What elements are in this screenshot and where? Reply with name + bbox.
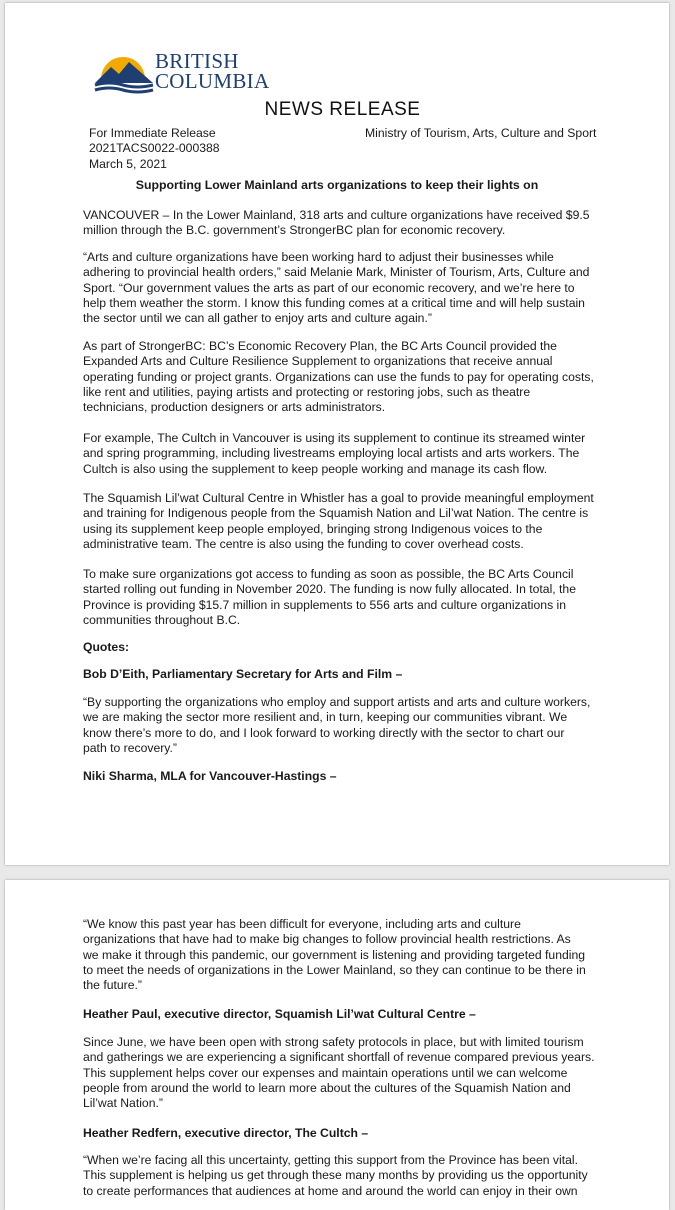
quotes-heading — [83, 640, 603, 655]
speaker-name: Bob D’Eith, Parliamentary Secretary for Arts and Film – — [83, 667, 403, 681]
text-line: operating funding or project grants. Organizations can use the funds to pay for operating costs, — [83, 369, 594, 384]
speaker-sharma — [83, 769, 603, 784]
text-line: and spring programming, including livestreams employing local artists and arts workers. The — [83, 446, 580, 461]
text-line: Expanded Arts and Culture Resilience Supplement to organizations that receive annual — [83, 354, 553, 369]
text-line: As part of StrongerBC: BC’s Economic Recovery Plan, the BC Arts Council provided the — [83, 339, 557, 353]
text-line: This supplement helps cover our expenses and maintain operations until we can welcome — [83, 1065, 568, 1080]
speaker-name: Heather Paul, executive director, Squamish Lil’wat Cultural Centre – — [83, 1007, 476, 1021]
text-line: “When we’re facing all this uncertainty, getting this support from the Province has been vital. — [83, 1153, 578, 1167]
text-line: “Arts and culture organizations have been working hard to adjust their businesses while — [83, 250, 554, 264]
text-line: This supplement is helping us get through these many months by providing us the opportunity — [83, 1168, 588, 1183]
text-line: to meet the needs of organizations in the Lower Mainland, so they can continue to be there in — [83, 962, 586, 977]
paragraph-minister-quote — [83, 250, 603, 326]
text-line: we are making the sector more resilient and, in turn, keeping our communities vibrant. We — [83, 710, 568, 725]
speaker-name: Heather Redfern, executive director, The Cultch – — [83, 1126, 369, 1140]
text-line: the future.” — [83, 978, 142, 993]
quote-sharma — [83, 917, 603, 993]
text-line: and gatherings we are experiencing a significant shortfall of revenue compared previous years. — [83, 1050, 595, 1065]
release-status: For Immediate Release — [89, 126, 216, 140]
speaker-paul — [83, 1007, 603, 1022]
text-line: using its supplement keep people employed, bringing strong Indigenous voices to the — [83, 521, 543, 536]
bc-logo-wordmark — [155, 51, 269, 91]
text-line: “We know this past year has been difficult for everyone, including arts and culture — [83, 917, 521, 931]
text-line: and training for Indigenous people from the Squamish Nation and Lil’wat Nation. The centre is — [83, 506, 589, 521]
text-line: Province is providing $15.7 million in supplements to 556 arts and culture organizations in — [83, 597, 567, 612]
release-date: March 5, 2021 — [89, 156, 167, 171]
quote-deith — [83, 695, 603, 756]
bc-sun-mountains-icon — [93, 43, 155, 95]
text-line: know there’s more to do, and I look forward to working directly with the sector to chart our — [83, 725, 565, 740]
quotes-heading-text: Quotes: — [83, 640, 130, 654]
text-line: like rent and utilities, paying artists and protecting or restoring jobs, such as theatre — [83, 384, 531, 399]
release-number: 2021TACS0022-000388 — [89, 141, 220, 156]
text-line: For example, The Cultch in Vancouver is using its supplement to continue its streamed winter — [83, 431, 586, 445]
text-line: million through the B.C. government’s StrongerBC plan for economic recovery. — [83, 223, 506, 238]
paragraph-cultch-example — [83, 431, 603, 477]
text-line: we make it through this pandemic, our government is listening and providing targeted funding — [83, 947, 586, 962]
text-line: To make sure organizations got access to funding as soon as possible, the BC Arts Council — [83, 567, 574, 581]
paragraph-intro — [83, 208, 603, 239]
text-line: Lil’wat Nation.” — [83, 1096, 163, 1111]
text-line: technicians, production designers or arts administrators. — [83, 400, 386, 415]
text-line: administrative team. The centre is also using the funding to cover overhead costs. — [83, 536, 524, 551]
quote-redfern — [83, 1153, 603, 1199]
speaker-name: Niki Sharma, MLA for Vancouver-Hastings – — [83, 769, 337, 783]
text-line: to create performances that audiences at home and around the world can enjoy in their own — [83, 1183, 578, 1198]
text-line: communities throughout B.C. — [83, 612, 241, 627]
text-line: The Squamish Lil’wat Cultural Centre in Whistler has a goal to provide meaningful employment — [83, 491, 594, 505]
text-line: organizations that have had to make big changes to follow provincial health restrictions. As — [83, 932, 571, 947]
logo-line-british: BRITISH — [155, 49, 239, 73]
bc-government-logo — [93, 43, 268, 95]
text-line: started rolling out funding in November 2020. The funding is now fully allocated. In total, the — [83, 582, 576, 597]
text-line: “By supporting the organizations who employ and support artists and arts and culture workers, — [83, 695, 591, 709]
text-line: help them weather the storm. I know this funding comes at a critical time and will help sustain — [83, 295, 585, 310]
speaker-redfern — [83, 1126, 603, 1141]
paragraph-squamish-example — [83, 491, 603, 552]
document-page-2 — [5, 880, 669, 1210]
text-line: the sector until we can all gather to enjoy arts and culture again.” — [83, 311, 432, 326]
text-line: path to recovery.” — [83, 740, 177, 755]
ministry-name: Ministry of Tourism, Arts, Culture and Sport — [365, 126, 597, 140]
document-page-1 — [5, 3, 669, 865]
paragraph-strongerbc — [83, 339, 603, 415]
text-line: people from around the world to learn more about the cultures of the Squamish Nation and — [83, 1080, 571, 1095]
headline: Supporting Lower Mainland arts organizations to keep their lights on — [135, 178, 539, 192]
quote-paul — [83, 1035, 603, 1111]
speaker-deith — [83, 667, 603, 682]
text-line: Sport. “Our government values the arts as part of our economic recovery, and we’re here to — [83, 280, 575, 295]
text-line: Since June, we have been open with strong safety protocols in place, but with limited tourism — [83, 1035, 584, 1049]
release-meta — [89, 126, 220, 172]
paragraph-funding-allocation — [83, 567, 603, 628]
logo-line-columbia: COLUMBIA — [155, 69, 270, 93]
text-line: VANCOUVER – In the Lower Mainland, 318 arts and culture organizations have received $9.5 — [83, 208, 590, 222]
news-release-title: NEWS RELEASE — [264, 99, 421, 120]
text-line: Cultch is also using the supplement to keep people working and manage its cash flow. — [83, 461, 548, 476]
text-line: adhering to provincial health orders,” said Melanie Mark, Minister of Tourism, Arts, Culture and — [83, 265, 590, 280]
